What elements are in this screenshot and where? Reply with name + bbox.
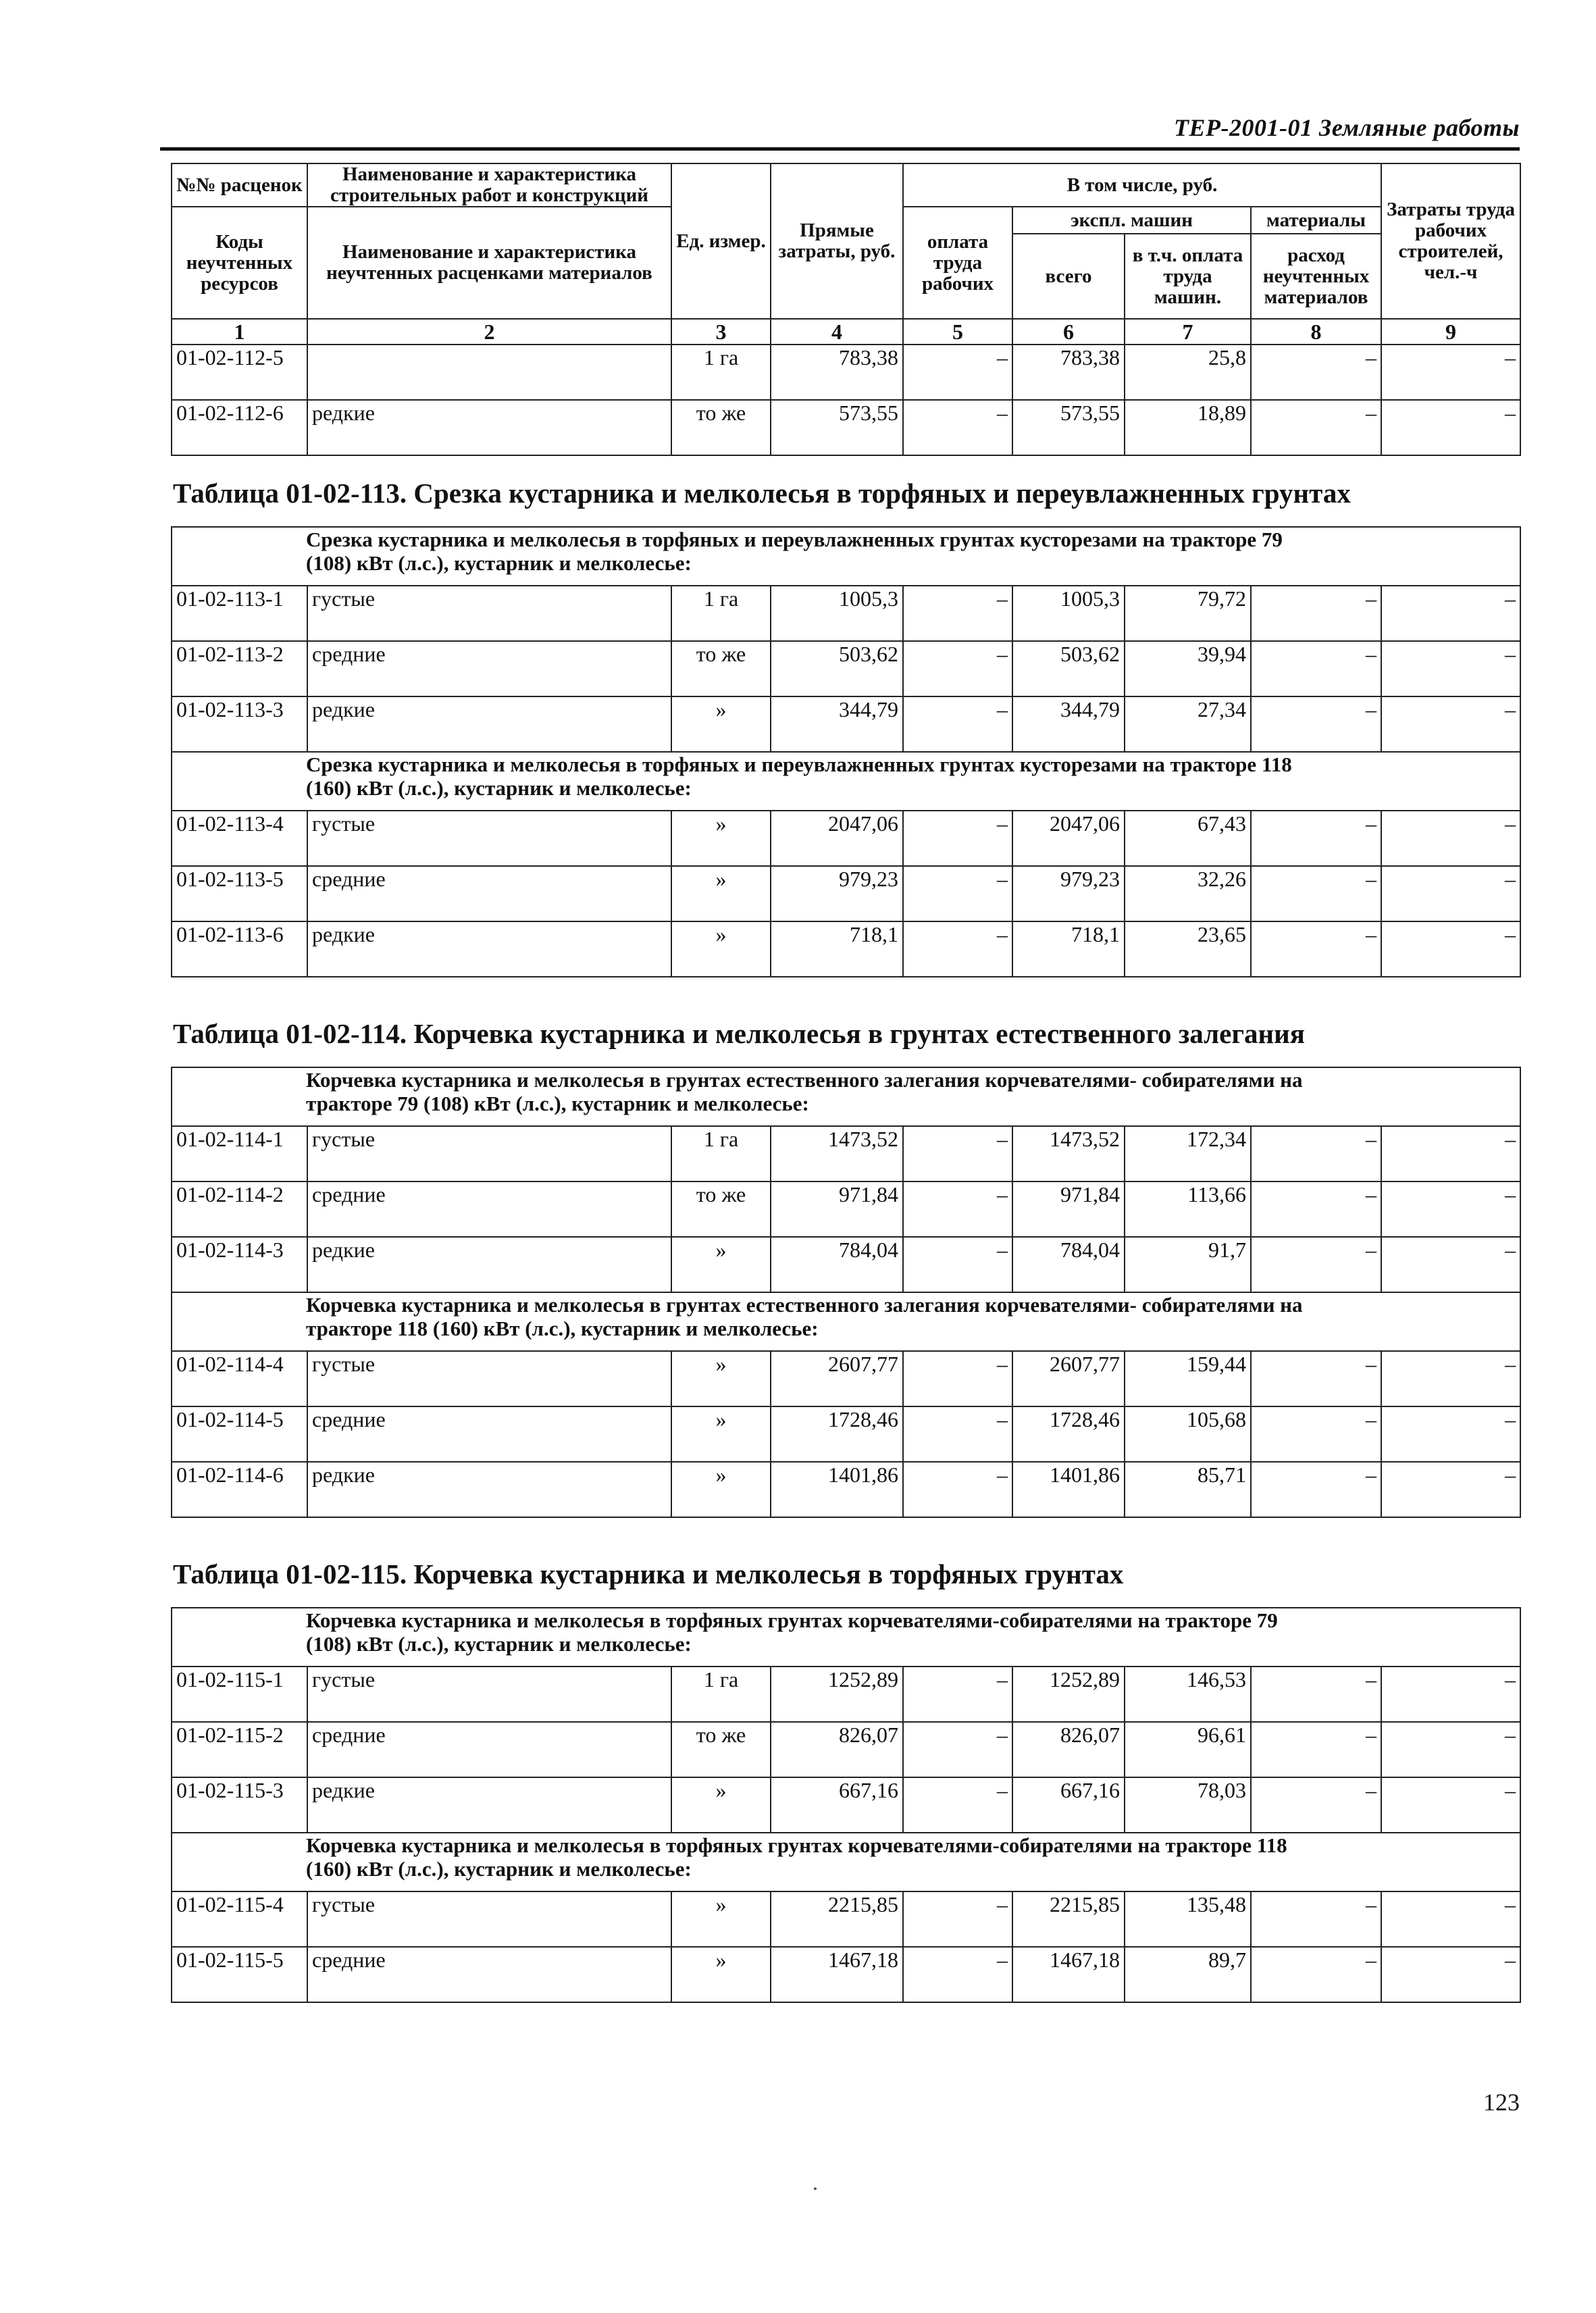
rate-machines-labor: 146,53 — [1125, 1667, 1251, 1722]
rate-machines-labor: 85,71 — [1125, 1462, 1251, 1517]
rate-workers: – — [1381, 811, 1520, 866]
rate-machines-labor: 39,94 — [1125, 641, 1251, 696]
rate-unit: » — [671, 1462, 771, 1517]
rate-machines-labor: 159,44 — [1125, 1351, 1251, 1406]
rate-name: редкие — [307, 1777, 671, 1833]
group-heading-row — [172, 1608, 1520, 1667]
rate-code: 01-02-113-5 — [172, 866, 307, 921]
rate-code: 01-02-115-2 — [172, 1722, 307, 1777]
table-row — [172, 400, 1520, 455]
rate-machines: 971,84 — [1012, 1181, 1125, 1237]
rate-machines: 503,62 — [1012, 641, 1125, 696]
rate-machines-labor: 27,34 — [1125, 696, 1251, 752]
rate-name: густые — [307, 1667, 671, 1722]
rate-machines: 1467,18 — [1012, 1947, 1125, 2002]
group-heading-line: (160) кВт (л.с.), кустарник и мелколесье: — [306, 776, 692, 800]
column-numbers-row — [172, 319, 1520, 345]
col-code-bottom: Коды неучтенных ресурсов — [172, 207, 307, 319]
column-number: 5 — [903, 319, 1012, 345]
rate-direct: 2607,77 — [771, 1351, 903, 1406]
group-heading — [172, 1067, 1520, 1126]
group-heading-line: тракторе 79 (108) кВт (л.с.), кустарник и мелколесье: — [306, 1092, 809, 1115]
rate-machines: 1252,89 — [1012, 1667, 1125, 1722]
rate-name: средние — [307, 1181, 671, 1237]
rate-machines: 718,1 — [1012, 921, 1125, 977]
rate-name: густые — [307, 586, 671, 641]
rate-machines-labor: 23,65 — [1125, 921, 1251, 977]
group-heading-row — [172, 1067, 1520, 1126]
rate-materials: – — [1251, 1351, 1381, 1406]
rate-code: 01-02-114-2 — [172, 1181, 307, 1237]
rate-name: средние — [307, 866, 671, 921]
rate-code: 01-02-113-3 — [172, 696, 307, 752]
rate-code: 01-02-113-4 — [172, 811, 307, 866]
rate-code: 01-02-112-6 — [172, 400, 307, 455]
rate-code: 01-02-112-5 — [172, 345, 307, 400]
col-machines-labor: в т.ч. оплата труда машин. — [1125, 234, 1251, 319]
rate-machines-labor: 67,43 — [1125, 811, 1251, 866]
rate-unit: » — [671, 1237, 771, 1292]
group-heading-row — [172, 752, 1520, 811]
rate-materials: – — [1251, 811, 1381, 866]
col-materials: материалы — [1251, 207, 1381, 234]
rate-workers: – — [1381, 1722, 1520, 1777]
rate-labor: – — [903, 811, 1012, 866]
rate-unit: » — [671, 1351, 771, 1406]
rates-table-114 — [171, 1067, 1521, 1518]
rate-labor: – — [903, 1947, 1012, 2002]
group-heading — [172, 1608, 1520, 1667]
rate-workers: – — [1381, 1351, 1520, 1406]
rate-code: 01-02-113-1 — [172, 586, 307, 641]
rate-unit: » — [671, 1891, 771, 1947]
rate-direct: 1005,3 — [771, 586, 903, 641]
rate-unit: то же — [671, 641, 771, 696]
rate-machines-labor: 105,68 — [1125, 1406, 1251, 1462]
table-row — [172, 1947, 1520, 2002]
rate-unit: 1 га — [671, 1667, 771, 1722]
table-title: Таблица 01-02-114. Корчевка кустарника и мелколесья в грунтах естественного залегания — [173, 1018, 1305, 1049]
rate-code: 01-02-113-6 — [172, 921, 307, 977]
rate-materials: – — [1251, 1947, 1381, 2002]
rate-direct: 784,04 — [771, 1237, 903, 1292]
rate-direct: 1252,89 — [771, 1667, 903, 1722]
rate-materials: – — [1251, 1462, 1381, 1517]
rate-code: 01-02-115-1 — [172, 1667, 307, 1722]
rate-labor: – — [903, 1462, 1012, 1517]
column-number: 9 — [1381, 319, 1520, 345]
table-row — [172, 1462, 1520, 1517]
rate-name: густые — [307, 1351, 671, 1406]
rate-labor: – — [903, 400, 1012, 455]
table-row — [172, 696, 1520, 752]
rate-unit: то же — [671, 1181, 771, 1237]
rate-machines-labor: 135,48 — [1125, 1891, 1251, 1947]
rates-table-112 — [171, 163, 1521, 456]
group-heading-line: Корчевка кустарника и мелколесья в грунтах естественного залегания корчевателями- собирателями на — [306, 1068, 1303, 1092]
rate-unit: 1 га — [671, 345, 771, 400]
scan-speck — [814, 2187, 817, 2190]
header-row-1 — [172, 163, 1520, 207]
table-row — [172, 641, 1520, 696]
group-heading — [172, 527, 1520, 586]
rate-workers: – — [1381, 1406, 1520, 1462]
rates-table-113 — [171, 526, 1521, 977]
group-heading-line: тракторе 118 (160) кВт (л.с.), кустарник и мелколесье: — [306, 1317, 819, 1340]
rate-workers: – — [1381, 345, 1520, 400]
rate-code: 01-02-114-1 — [172, 1126, 307, 1181]
rate-workers: – — [1381, 1462, 1520, 1517]
rate-workers: – — [1381, 641, 1520, 696]
rate-direct: 344,79 — [771, 696, 903, 752]
rate-direct: 718,1 — [771, 921, 903, 977]
rate-materials: – — [1251, 345, 1381, 400]
column-number: 8 — [1251, 319, 1381, 345]
col-unit: Ед. измер. — [671, 163, 771, 319]
running-header: ТЕР-2001-01 Земляные работы — [1174, 114, 1520, 141]
rate-workers: – — [1381, 921, 1520, 977]
col-labor-cost: Затраты труда рабочих строителей, чел.-ч — [1381, 163, 1520, 319]
rate-workers: – — [1381, 1891, 1520, 1947]
rate-name — [307, 345, 671, 400]
rate-code: 01-02-115-3 — [172, 1777, 307, 1833]
table-row — [172, 921, 1520, 977]
group-heading-line: (108) кВт (л.с.), кустарник и мелколесье: — [306, 1632, 692, 1656]
table-row — [172, 1237, 1520, 1292]
group-heading — [172, 1833, 1520, 1891]
rate-code: 01-02-115-5 — [172, 1947, 307, 2002]
rate-name: средние — [307, 641, 671, 696]
table-row — [172, 811, 1520, 866]
rate-direct: 2215,85 — [771, 1891, 903, 1947]
rate-name: редкие — [307, 1462, 671, 1517]
rate-unit: » — [671, 921, 771, 977]
group-heading-row — [172, 1292, 1520, 1351]
rate-machines-labor: 32,26 — [1125, 866, 1251, 921]
rate-machines: 2047,06 — [1012, 811, 1125, 866]
rate-labor: – — [903, 1777, 1012, 1833]
rate-machines: 573,55 — [1012, 400, 1125, 455]
rate-workers: – — [1381, 866, 1520, 921]
rate-unit: » — [671, 866, 771, 921]
column-number: 1 — [172, 319, 307, 345]
table-row — [172, 1891, 1520, 1947]
rate-direct: 783,38 — [771, 345, 903, 400]
rate-direct: 1467,18 — [771, 1947, 903, 2002]
rate-machines: 1401,86 — [1012, 1462, 1125, 1517]
group-heading — [172, 752, 1520, 811]
rates-table-115 — [171, 1607, 1521, 2003]
table-row — [172, 1126, 1520, 1181]
rate-unit: то же — [671, 400, 771, 455]
rate-workers: – — [1381, 696, 1520, 752]
column-number: 6 — [1012, 319, 1125, 345]
table-row — [172, 866, 1520, 921]
group-heading-line: Срезка кустарника и мелколесья в торфяных и переувлажненных грунтах кусторезами на тракторе 79 — [306, 528, 1283, 551]
col-materials-unaccounted: расход неучтенных материалов — [1251, 234, 1381, 319]
col-name-top: Наименование и характеристика строительных работ и конструкций — [307, 163, 671, 207]
rate-workers: – — [1381, 1126, 1520, 1181]
rate-name: редкие — [307, 1237, 671, 1292]
rate-workers: – — [1381, 1777, 1520, 1833]
rate-machines-labor: 113,66 — [1125, 1181, 1251, 1237]
rate-labor: – — [903, 1667, 1012, 1722]
rate-direct: 573,55 — [771, 400, 903, 455]
rate-code: 01-02-114-6 — [172, 1462, 307, 1517]
table-row — [172, 345, 1520, 400]
rate-direct: 667,16 — [771, 1777, 903, 1833]
page-number: 123 — [1483, 2089, 1520, 2116]
rate-labor: – — [903, 1406, 1012, 1462]
rate-code: 01-02-114-3 — [172, 1237, 307, 1292]
col-code-top: №№ расценок — [172, 163, 307, 207]
rate-materials: – — [1251, 400, 1381, 455]
rate-code: 01-02-114-5 — [172, 1406, 307, 1462]
rate-workers: – — [1381, 586, 1520, 641]
rate-direct: 503,62 — [771, 641, 903, 696]
group-heading-line: Корчевка кустарника и мелколесья в грунтах естественного залегания корчевателями- собирателями на — [306, 1293, 1303, 1317]
rate-machines-labor: 89,7 — [1125, 1947, 1251, 2002]
rate-machines: 344,79 — [1012, 696, 1125, 752]
rate-materials: – — [1251, 1406, 1381, 1462]
group-heading-line: (160) кВт (л.с.), кустарник и мелколесье: — [306, 1857, 692, 1881]
rate-materials: – — [1251, 1777, 1381, 1833]
rate-direct: 971,84 — [771, 1181, 903, 1237]
rate-machines: 826,07 — [1012, 1722, 1125, 1777]
table-row — [172, 1777, 1520, 1833]
rate-machines-labor: 172,34 — [1125, 1126, 1251, 1181]
table-title: Таблица 01-02-115. Корчевка кустарника и мелколесья в торфяных грунтах — [173, 1558, 1124, 1590]
rate-machines-labor: 25,8 — [1125, 345, 1251, 400]
table-row — [172, 1406, 1520, 1462]
col-name-bottom: Наименование и характеристика неучтенных расценками материалов — [307, 207, 671, 319]
rate-name: редкие — [307, 921, 671, 977]
rate-machines-labor: 79,72 — [1125, 586, 1251, 641]
rate-workers: – — [1381, 1947, 1520, 2002]
group-heading-line: Срезка кустарника и мелколесья в торфяных и переувлажненных грунтах кусторезами на тракторе 118 — [306, 753, 1292, 776]
rate-materials: – — [1251, 866, 1381, 921]
rate-materials: – — [1251, 1667, 1381, 1722]
rate-machines: 1005,3 — [1012, 586, 1125, 641]
rate-code: 01-02-113-2 — [172, 641, 307, 696]
column-number: 2 — [307, 319, 671, 345]
rate-direct: 2047,06 — [771, 811, 903, 866]
header-rule — [160, 147, 1520, 151]
rate-unit: 1 га — [671, 586, 771, 641]
rate-materials: – — [1251, 1181, 1381, 1237]
col-labor-pay: оплата труда рабочих — [903, 207, 1012, 319]
rate-materials: – — [1251, 586, 1381, 641]
column-number: 7 — [1125, 319, 1251, 345]
rate-name: редкие — [307, 696, 671, 752]
rate-machines: 667,16 — [1012, 1777, 1125, 1833]
rate-labor: – — [903, 641, 1012, 696]
rate-labor: – — [903, 586, 1012, 641]
col-machines-total: всего — [1012, 234, 1125, 319]
rate-machines-labor: 78,03 — [1125, 1777, 1251, 1833]
rate-materials: – — [1251, 641, 1381, 696]
column-number: 3 — [671, 319, 771, 345]
rate-direct: 1473,52 — [771, 1126, 903, 1181]
group-heading-row — [172, 527, 1520, 586]
table-row — [172, 586, 1520, 641]
rate-materials: – — [1251, 1891, 1381, 1947]
rate-name: средние — [307, 1947, 671, 2002]
rate-code: 01-02-114-4 — [172, 1351, 307, 1406]
col-machines: экспл. машин — [1012, 207, 1251, 234]
rate-direct: 1728,46 — [771, 1406, 903, 1462]
rate-labor: – — [903, 1237, 1012, 1292]
rate-machines: 1728,46 — [1012, 1406, 1125, 1462]
rate-machines-labor: 18,89 — [1125, 400, 1251, 455]
group-heading-line: Корчевка кустарника и мелколесья в торфяных грунтах корчевателями-собирателями на тракторе 118 — [306, 1833, 1287, 1857]
rate-labor: – — [903, 1722, 1012, 1777]
rate-materials: – — [1251, 921, 1381, 977]
rate-unit: » — [671, 811, 771, 866]
rate-name: средние — [307, 1406, 671, 1462]
rate-labor: – — [903, 696, 1012, 752]
rate-direct: 826,07 — [771, 1722, 903, 1777]
rate-labor: – — [903, 345, 1012, 400]
rate-machines: 784,04 — [1012, 1237, 1125, 1292]
rate-machines-labor: 96,61 — [1125, 1722, 1251, 1777]
rate-workers: – — [1381, 1181, 1520, 1237]
rate-labor: – — [903, 1351, 1012, 1406]
rate-machines: 2607,77 — [1012, 1351, 1125, 1406]
rate-direct: 1401,86 — [771, 1462, 903, 1517]
column-number: 4 — [771, 319, 903, 345]
rate-labor: – — [903, 1126, 1012, 1181]
rate-materials: – — [1251, 696, 1381, 752]
table-row — [172, 1181, 1520, 1237]
rate-labor: – — [903, 921, 1012, 977]
col-incl: В том числе, руб. — [903, 163, 1381, 207]
group-heading-line: Корчевка кустарника и мелколесья в торфяных грунтах корчевателями-собирателями на тракторе 79 — [306, 1608, 1278, 1632]
group-heading — [172, 1292, 1520, 1351]
rate-direct: 979,23 — [771, 866, 903, 921]
table-row — [172, 1351, 1520, 1406]
table-row — [172, 1722, 1520, 1777]
rate-machines: 2215,85 — [1012, 1891, 1125, 1947]
rate-machines: 783,38 — [1012, 345, 1125, 400]
rate-unit: » — [671, 696, 771, 752]
rate-unit: » — [671, 1777, 771, 1833]
rate-machines-labor: 91,7 — [1125, 1237, 1251, 1292]
col-direct: Прямые затраты, руб. — [771, 163, 903, 319]
rate-workers: – — [1381, 1237, 1520, 1292]
rate-name: густые — [307, 1891, 671, 1947]
rate-materials: – — [1251, 1126, 1381, 1181]
rate-name: редкие — [307, 400, 671, 455]
group-heading-line: (108) кВт (л.с.), кустарник и мелколесье: — [306, 551, 692, 575]
rate-name: густые — [307, 1126, 671, 1181]
rate-unit: то же — [671, 1722, 771, 1777]
rate-materials: – — [1251, 1237, 1381, 1292]
rate-unit: 1 га — [671, 1126, 771, 1181]
rate-name: средние — [307, 1722, 671, 1777]
rate-workers: – — [1381, 1667, 1520, 1722]
rate-labor: – — [903, 1181, 1012, 1237]
rate-unit: » — [671, 1406, 771, 1462]
rate-machines: 979,23 — [1012, 866, 1125, 921]
rate-materials: – — [1251, 1722, 1381, 1777]
rate-unit: » — [671, 1947, 771, 2002]
rate-workers: – — [1381, 400, 1520, 455]
rate-labor: – — [903, 866, 1012, 921]
table-row — [172, 1667, 1520, 1722]
rate-code: 01-02-115-4 — [172, 1891, 307, 1947]
rate-name: густые — [307, 811, 671, 866]
table-title: Таблица 01-02-113. Срезка кустарника и мелколесья в торфяных и переувлажненных грунтах — [173, 478, 1351, 509]
rate-labor: – — [903, 1891, 1012, 1947]
group-heading-row — [172, 1833, 1520, 1891]
rate-machines: 1473,52 — [1012, 1126, 1125, 1181]
